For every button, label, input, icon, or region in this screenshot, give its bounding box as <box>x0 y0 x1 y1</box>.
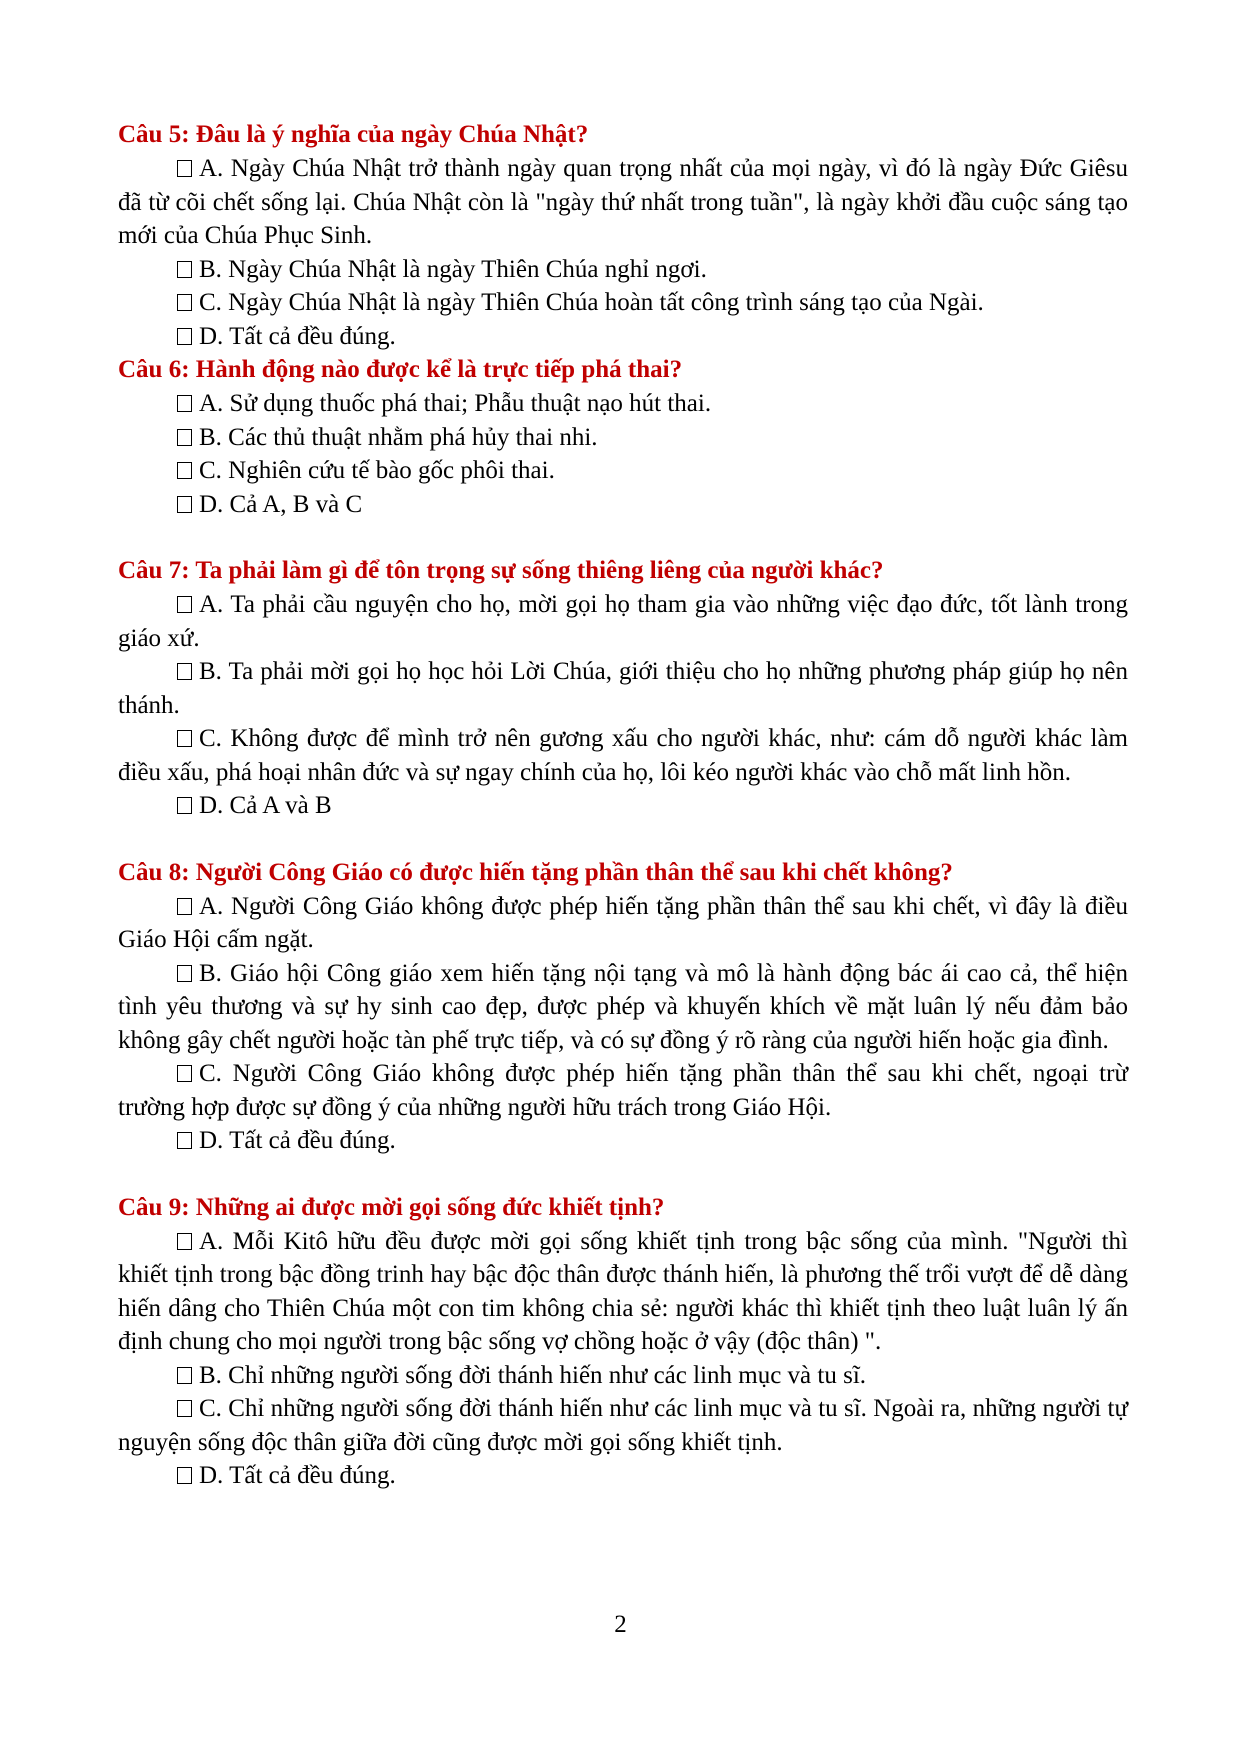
answer-option-b[interactable] <box>118 421 1128 455</box>
checkbox-icon[interactable] <box>177 898 192 915</box>
checkbox-icon[interactable] <box>177 1400 192 1417</box>
option-text: B. Chỉ những người sống đời thánh hiến như các linh mục và tu sĩ. <box>199 1361 867 1389</box>
answer-option-c[interactable] <box>118 454 1128 488</box>
option-text: B. Các thủ thuật nhằm phá hủy thai nhi. <box>199 423 598 451</box>
checkbox-icon[interactable] <box>177 1467 192 1484</box>
answer-option-c[interactable] <box>118 1392 1128 1459</box>
checkbox-icon[interactable] <box>177 429 192 446</box>
answer-option-b[interactable] <box>118 655 1128 722</box>
option-text: A. Người Công Giáo không được phép hiến tặng phần thân thể sau khi chết, vì đây là điều Giáo Hội cấm ngặt. <box>118 892 1128 953</box>
option-text: C. Chỉ những người sống đời thánh hiến như các linh mục và tu sĩ. Ngoài ra, những người tự nguyện sống độc thân giữa đời cũng được mời gọi sống khiết tịnh. <box>118 1395 1128 1456</box>
question-7 <box>118 554 1128 823</box>
option-text: A. Mỗi Kitô hữu đều được mời gọi sống khiết tịnh trong bậc sống của mình. "Người thì khiết tịnh trong bậc đồng trinh hay bậc độc thân được thánh hiến, là phương thế trổi vượt để dễ dàng hiến dâng cho Thiên Chúa một con tim không chia sẻ: người khác thì khiết tịnh theo luật luân lý ấn định chung cho mọi người trong bậc sống vợ chồng hoặc ở vậy (độc thân) ". <box>118 1227 1128 1355</box>
checkbox-icon[interactable] <box>177 294 192 311</box>
answer-option-a[interactable] <box>118 387 1128 421</box>
answer-option-a[interactable] <box>118 1225 1128 1359</box>
document-page <box>118 118 1128 1493</box>
answer-option-c[interactable] <box>118 286 1128 320</box>
option-text: B. Ta phải mời gọi họ học hỏi Lời Chúa, giới thiệu cho họ những phương pháp giúp họ nên thánh. <box>118 658 1128 719</box>
option-text: A. Sử dụng thuốc phá thai; Phẫu thuật nạo hút thai. <box>199 390 712 417</box>
answer-option-b[interactable] <box>118 957 1128 1058</box>
answer-option-a[interactable] <box>118 890 1128 957</box>
option-text: D. Tất cả đều đúng. <box>199 1127 396 1154</box>
option-text: D. Tất cả đều đúng. <box>199 322 396 350</box>
option-text: D. Cả A và B <box>199 792 332 819</box>
option-text: D. Tất cả đều đúng. <box>199 1462 396 1489</box>
option-text: B. Giáo hội Công giáo xem hiến tặng nội tạng và mô là hành động bác ái cao cả, thể hiện tình yêu thương và sự hy sinh cao đẹp, được phép và khuyến khích về mặt luân lý nếu đảm bảo không gây chết người hoặc tàn phế trực tiếp, và có sự đồng ý rõ ràng của người hiến hoặc gia đình. <box>118 959 1128 1054</box>
question-5 <box>118 118 1128 353</box>
question-title: Câu 6: Hành động nào được kể là trực tiếp phá thai? <box>118 356 683 383</box>
checkbox-icon[interactable] <box>177 1233 192 1250</box>
question-title: Câu 7: Ta phải làm gì để tôn trọng sự sống thiêng liêng của người khác? <box>118 557 884 584</box>
question-title: Câu 8: Người Công Giáo có được hiến tặng phần thân thể sau khi chết không? <box>118 858 953 886</box>
checkbox-icon[interactable] <box>177 261 192 278</box>
answer-option-c[interactable] <box>118 722 1128 789</box>
checkbox-icon[interactable] <box>177 462 192 479</box>
question-6 <box>118 353 1128 521</box>
checkbox-icon[interactable] <box>177 1132 192 1149</box>
checkbox-icon[interactable] <box>177 797 192 814</box>
answer-option-d[interactable] <box>118 789 1128 823</box>
checkbox-icon[interactable] <box>177 663 192 680</box>
checkbox-icon[interactable] <box>177 1065 192 1082</box>
checkbox-icon[interactable] <box>177 395 192 412</box>
question-title: Câu 9: Những ai được mời gọi sống đức khiết tịnh? <box>118 1193 665 1221</box>
checkbox-icon[interactable] <box>177 965 192 982</box>
checkbox-icon[interactable] <box>177 1367 192 1384</box>
checkbox-icon[interactable] <box>177 160 192 177</box>
option-text: C. Ngày Chúa Nhật là ngày Thiên Chúa hoàn tất công trình sáng tạo của Ngài. <box>199 289 984 316</box>
option-text: D. Cả A, B và C <box>199 490 363 518</box>
answer-option-b[interactable] <box>118 253 1128 287</box>
option-text: C. Không được để mình trở nên gương xấu cho người khác, như: cám dỗ người khác làm điều xấu, phá hoại nhân đức và sự ngay chính của họ, lôi kéo người khác vào chỗ mất linh hồn. <box>118 725 1128 786</box>
question-8 <box>118 856 1128 1158</box>
checkbox-icon[interactable] <box>177 596 192 613</box>
option-text: A. Ngày Chúa Nhật trở thành ngày quan trọng nhất của mọi ngày, vì đó là ngày Đức Giêsu đã từ cõi chết sống lại. Chúa Nhật còn là "ngày thứ nhất trong tuần", là ngày khởi đầu cuộc sáng tạo mới của Chúa Phục Sinh. <box>118 155 1128 249</box>
answer-option-d[interactable] <box>118 488 1128 522</box>
option-text: C. Người Công Giáo không được phép hiến tặng phần thân thể sau khi chết, ngoại trừ trường hợp được sự đồng ý của những người hữu trách trong Giáo Hội. <box>118 1060 1128 1121</box>
checkbox-icon[interactable] <box>177 328 192 345</box>
option-text: B. Ngày Chúa Nhật là ngày Thiên Chúa nghỉ ngơi. <box>199 255 707 283</box>
answer-option-c[interactable] <box>118 1057 1128 1124</box>
option-text: A. Ta phải cầu nguyện cho họ, mời gọi họ tham gia vào những việc đạo đức, tốt lành trong giáo xứ. <box>118 591 1128 652</box>
checkbox-icon[interactable] <box>177 496 192 513</box>
answer-option-b[interactable] <box>118 1359 1128 1393</box>
answer-option-d[interactable] <box>118 1459 1128 1493</box>
question-title: Câu 5: Đâu là ý nghĩa của ngày Chúa Nhật? <box>118 121 589 148</box>
answer-option-a[interactable] <box>118 152 1128 253</box>
checkbox-icon[interactable] <box>177 730 192 747</box>
answer-option-d[interactable] <box>118 320 1128 354</box>
question-9 <box>118 1191 1128 1493</box>
page-number: 2 <box>614 1611 627 1638</box>
answer-option-d[interactable] <box>118 1124 1128 1158</box>
answer-option-a[interactable] <box>118 588 1128 655</box>
option-text: C. Nghiên cứu tế bào gốc phôi thai. <box>199 457 555 484</box>
